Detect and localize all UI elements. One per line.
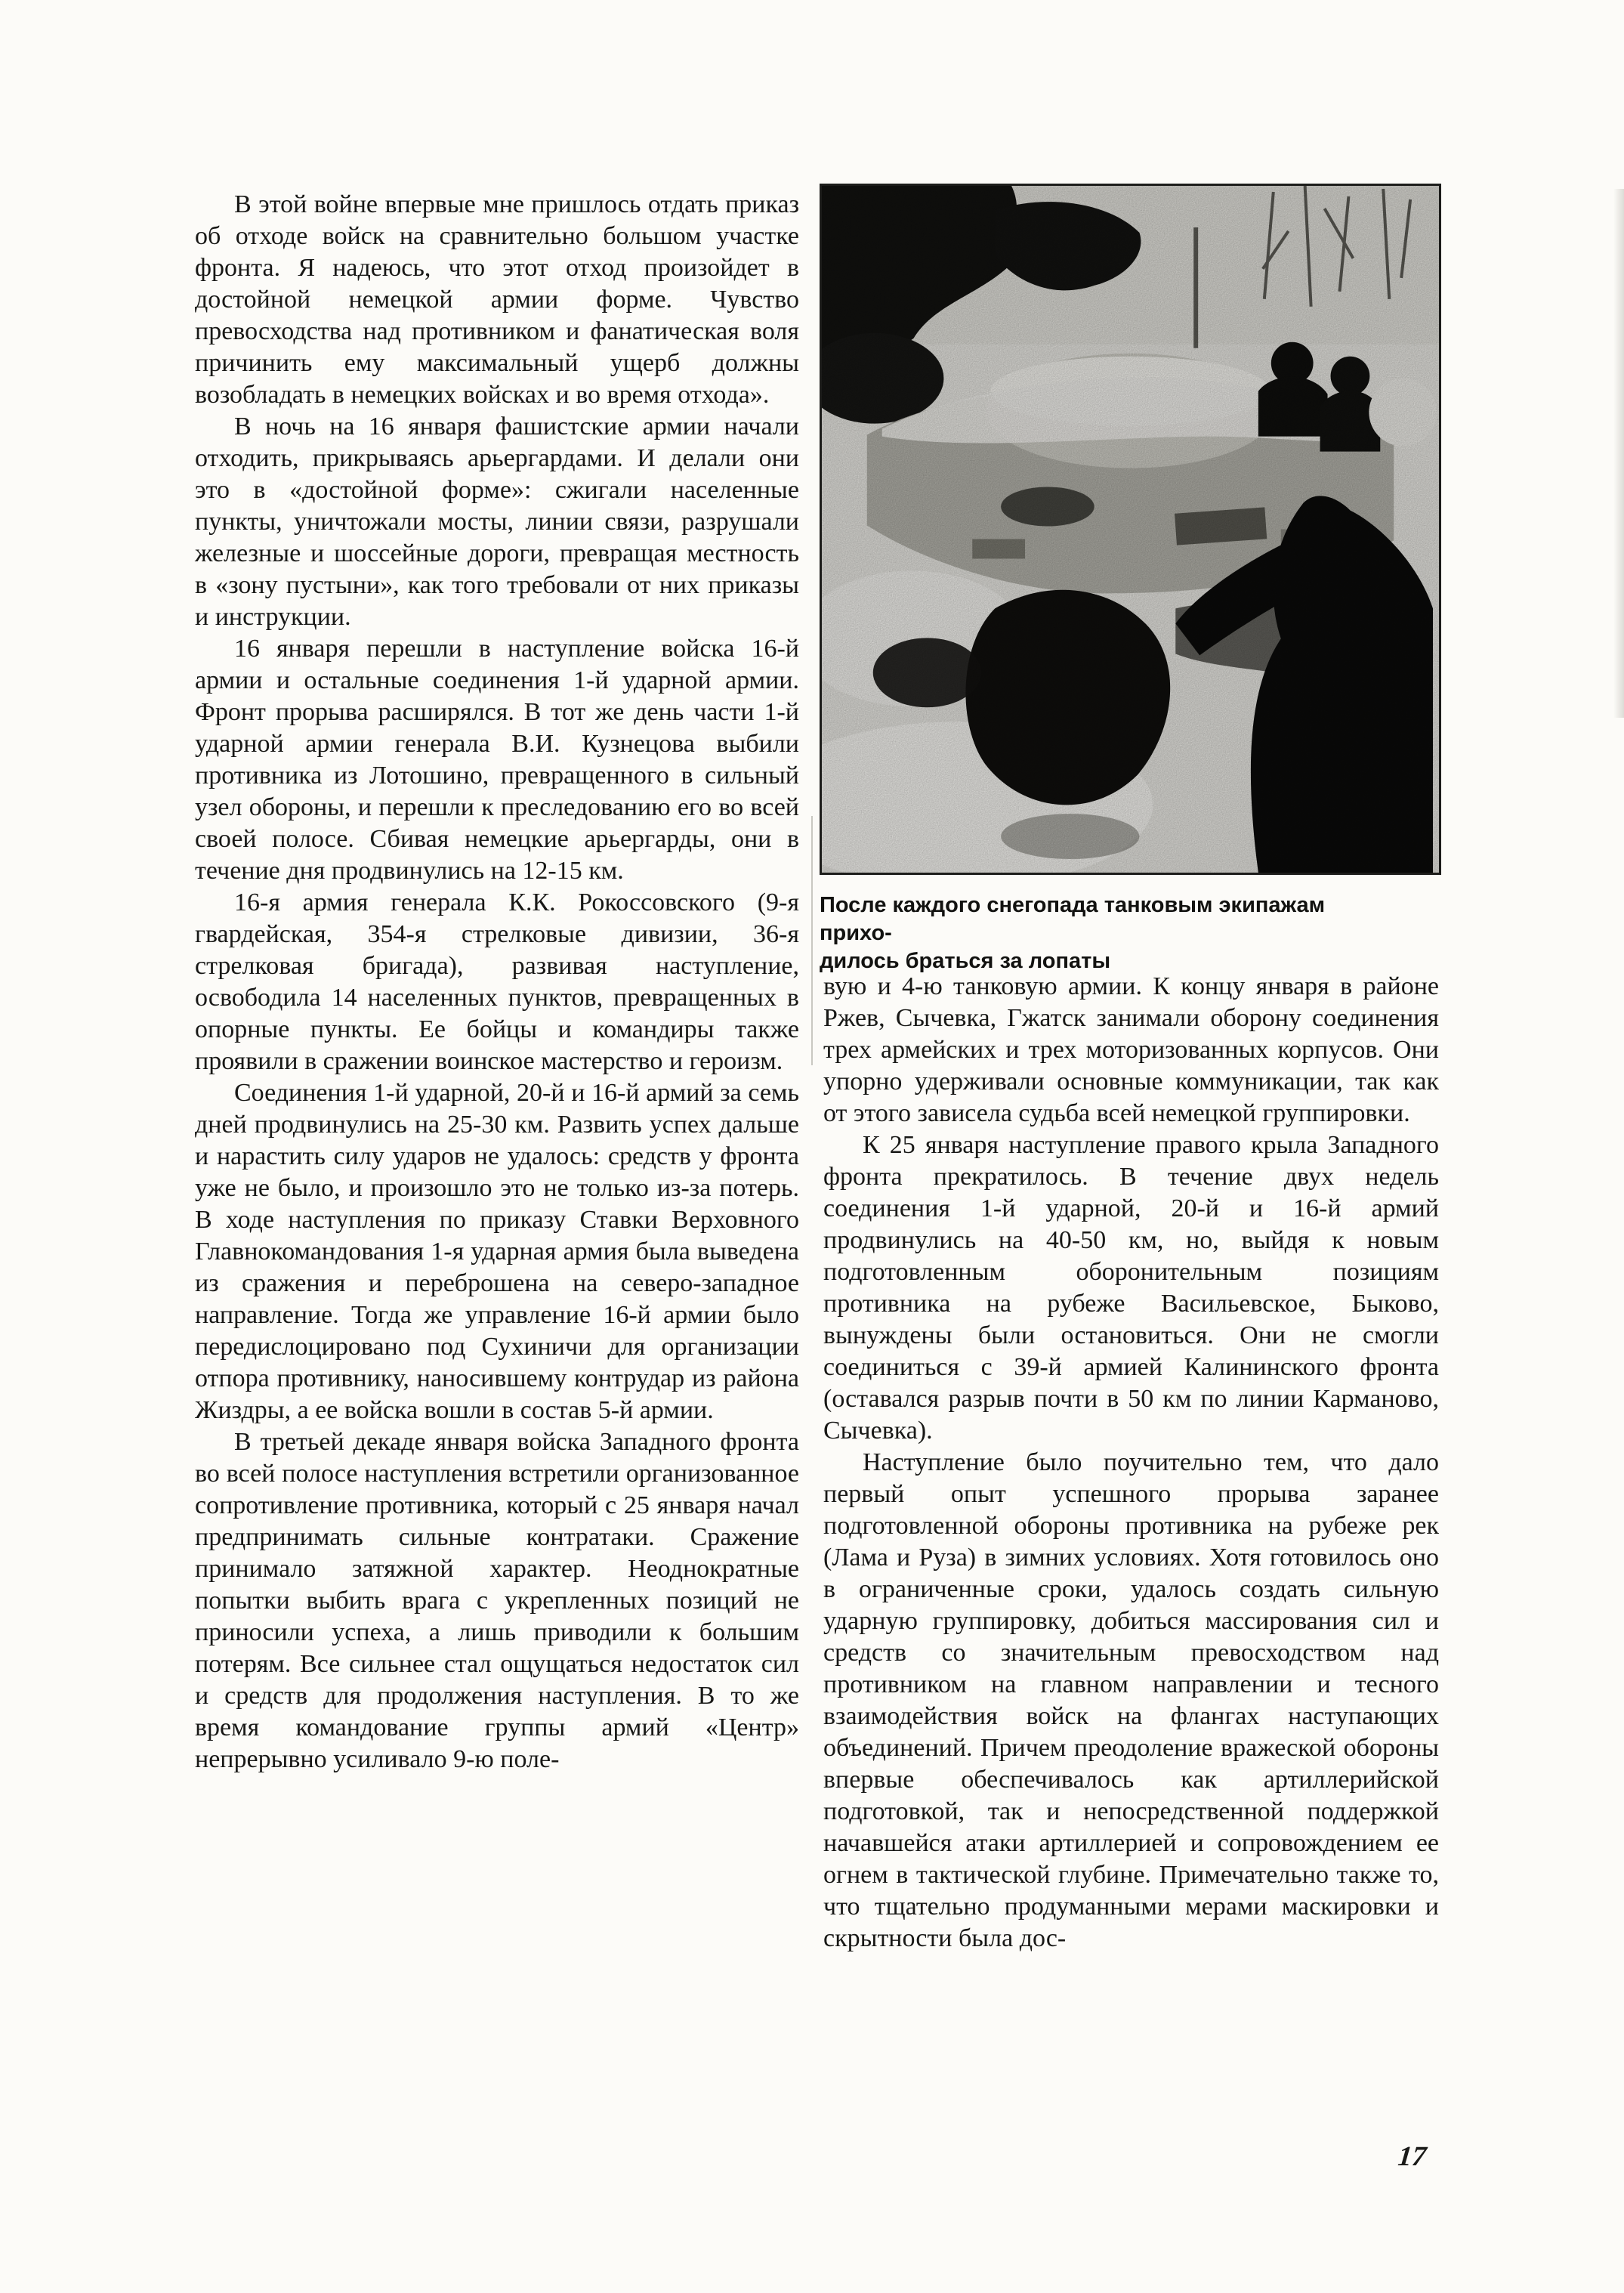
paragraph: Соединения 1-й ударной, 20-й и 16-й армий за семь дней продвинулись на 25-30 км. Развить успех дальше и нарастить силу ударов не удалось: средств у фронта уже не было, и произошло это не только из-за потерь. В ходе наступления по приказу Ставки Верховного Главнокомандования 1-я ударная армия была выведена из сражения и переброшена на северо-западное направление. Тогда же управление 16-й армии было передислоцировано под Сухиничи для организации отпора противнику, наносившему контрудар из района Жиздры, а ее войска вошли в состав 5-й армии. <box>195 1079 799 1424</box>
paragraph: К 25 января наступление правого крыла Западного фронта прекратилось. В течение двух недель соединения 1-й ударной, 20-й и 16-й армий продвинулись на 40-50 км, но, выйдя к новым подготовленным оборонительным позициям противника на рубеже Васильевское, Быково, вынуждены были остановиться. Они не смогли соединиться с 39-й армией Калининского фронта (оставался разрыв почти в 50 км по линии Карманово, Сычевка). <box>823 1131 1439 1445</box>
paragraph-continuation: вую и 4-ю танковую армии. К концу января в районе Ржев, Сычевка, Гжатск занимали оборону соединения трех армейских и трех моторизованных корпусов. Они упорно удерживали основные коммуникации, так как от этого зависела судьба всей немецкой группировки. <box>823 972 1439 1127</box>
photo-caption <box>820 892 1394 975</box>
page-number: 17 <box>1396 2141 1428 2172</box>
caption-line: дилось браться за лопаты <box>820 949 1111 973</box>
paragraph: В этой войне впервые мне пришлось отдать приказ об отходе войск на сравнительно большом участке фронта. Я надеюсь, что этот отход произойдет в достойной немецкой армии форме. Чувство превосходства над противником и фанатическая воля причинить ему максимальный ущерб должны возобладать в немецких войсках и во время отхода». <box>195 190 799 409</box>
photo-grain <box>822 186 1439 873</box>
paragraph: Наступление было поучительно тем, что дало первый опыт успешного прорыва заранее подготовленной обороны противника на рубеже рек (Лама и Руза) в зимних условиях. Хотя готовилось оно в ограниченные сроки, удалось создать сильную ударную группировку, добиться массирования сил и средств со значительным превосходством над противником на главном направлении и тесного взаимодействия войск на флангах наступающих объединений. Причем преодоление вражеской обороны впервые обеспечивалось как артиллерийской подготовкой, так и непосредственной поддержкой начавшейся атаки артиллерией и сопровождением ее огнем в тактической глубине. Примечательно также то, что тщательно продуманными мерами маскировки и скрытности была дос- <box>823 1448 1439 1952</box>
tank-photo <box>820 184 1441 875</box>
left-column <box>195 189 799 1775</box>
paragraph: 16 января перешли в наступление войска 16-й армии и остальные соединения 1-й ударной армии. Фронт прорыва расширялся. В тот же день части 1-й ударной армии генерала В.И. Кузнецова выбили противника из Лотошино, превращенного в сильный узел обороны, и перешли к преследованию его во всей своей полосе. Сбивая немецкие арьергарды, они в течение дня продвинулись на 12-15 км. <box>195 635 799 885</box>
photo-block <box>820 184 1441 975</box>
caption-line: После каждого снегопада танковым экипажам прихо- <box>820 893 1326 945</box>
paragraph: В третьей декаде января войска Западного фронта во всей полосе наступления встретили организованное сопротивление противника, который с 25 января начал предпринимать сильные контратаки. Сражение принимало затяжной характер. Неоднократные попытки выбить врага с укрепленных позиций не приносили успеха, а лишь приводили к большим потерям. Все сильнее стал ощущаться недостаток сил и средств для продолжения наступления. В то же время командование группы армий «Центр» непрерывно усиливало 9-ю поле- <box>195 1428 799 1773</box>
tank-photo-image <box>822 186 1439 873</box>
right-column <box>823 971 1439 1955</box>
scan-edge-shadow <box>1613 189 1624 718</box>
paragraph: 16-я армия генерала К.К. Рокоссовского (9-я гвардейская, 354-я стрелковые дивизии, 36-я стрелковая бригада), развивая наступление, освободила 14 населенных пунктов, превращенных в опорные пункты. Ее бойцы и командиры также проявили в сражении воинское мастерство и героизм. <box>195 888 799 1075</box>
scan-artifact-line <box>811 816 813 1065</box>
paragraph: В ночь на 16 января фашистские армии начали отходить, прикрываясь арьергардами. И делали они это в «достойной форме»: сжигали населенные пункты, уничтожали мосты, линии связи, разрушали железные и шоссейные дороги, превращая местность в «зону пустыни», как того требовали от них приказы и инструкции. <box>195 413 799 631</box>
